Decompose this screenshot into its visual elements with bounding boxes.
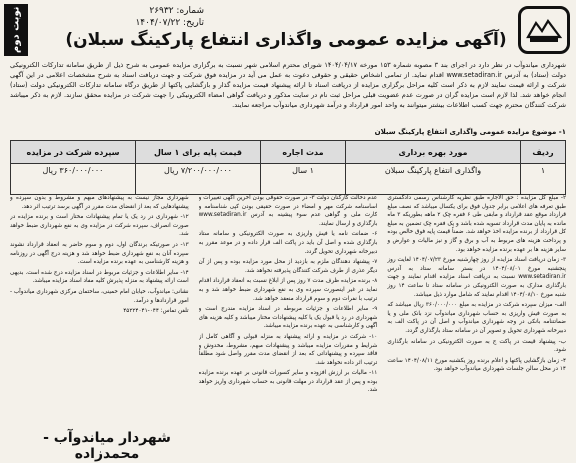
col-deposit: سپرده شرکت در مزایده	[11, 141, 136, 164]
notice-date: تاریخ: ۱۴۰۴/۰۷/۲۲	[135, 18, 204, 28]
notice-title: (آگهی مزایده عمومی واگذاری انتفاع پارکینگ سبلان)	[65, 30, 507, 50]
body-column-middle	[199, 194, 378, 422]
body-paragraph: ۸- برنده مزایده ظرف مدت ۷ روز پس از ابلاغ نسبت به انعقاد قرارداد اقدام نماید در غیر اینصورت سپرده وی به نفع شهرداری ضبط خواهد شد و به ترتیب با نفرات دوم و سوم قرارداد منعقد خواهد شد.	[198, 278, 378, 302]
notice-number: شماره: ۲۶۹۳۲	[149, 6, 204, 16]
body-paragraph: عدم دخالت کارکنان دولت ۳- در صورت حقوقی بودن آخرین آگهی تغییرات و اساسنامه شرکت مهر و امضاء در صورت حقیقی بودن کپی شناسنامه و کارت ملی و گواهی عدم سوء پیشینه به آدرس www.setadiran.ir بارگذاری و ارسال نمایند.	[198, 195, 378, 227]
publication-round-badge: نوبت دوم	[4, 4, 28, 56]
cell-row-number: ۱	[521, 164, 566, 195]
cell-duration: ۱ سال	[261, 164, 346, 195]
body-paragraph: ۱۱- مالیات بر ارزش افزوده و سایر کسورات قانونی بر عهده برنده مزایده بوده و پس از عقد قرارداد در مهلت قانونی به حساب شهرداری واریز خواهد شد.	[198, 370, 378, 394]
logo-emblem-icon	[524, 15, 564, 45]
body-paragraph: نشانی: میاندوآب، خیابان امام خمینی، ساختمان مرکزی شهرداری میاندوآب - امور قراردادها و درآمد.	[9, 288, 189, 304]
table-header-row	[11, 141, 566, 164]
col-row-number: ردیف	[521, 141, 566, 164]
body-paragraph: ۱۲- شهرداری در رد یک یا تمام پیشنهادات مختار است و برنده مزایده در صورت انصراف، سپرده شرکت در مزایده وی به نفع شهرداری ضبط خواهد شد.	[9, 214, 189, 238]
body-column-left	[10, 194, 189, 422]
body-paragraph: تلفن تماس: ۰۴۴-۴۵۲۲۴۰۴۱	[123, 308, 189, 315]
body-columns	[10, 194, 566, 422]
cell-item: واگذاری انتفاع پارکینگ سبلان	[346, 164, 521, 195]
cell-base-price: ۷/۲۰۰/۰۰۰/۰۰۰ ریال	[136, 164, 261, 195]
col-base-price: قیمت پایه برای ۱ سال	[136, 141, 261, 164]
municipality-logo	[518, 6, 570, 54]
cell-deposit: ۳۶۰/۰۰۰/۰۰۰ ریال	[11, 164, 136, 195]
auction-table	[10, 140, 566, 195]
body-paragraph: الف- میزان سپرده شرکت در مزایده به مبلغ ۳۶۰/۰۰۰/۰۰۰ ریال میباشد که به صورت فیش واریزی به حساب شهرداری میاندوآب نزد بانک ملی و یا ضمانتنامه بانکی در وجه شهرداری میاندوآب و اصل آن در پاکت الف به دبیرخانه شهرداری تحویل و تصویر آن در سامانه ستاد بارگذاری گردد.	[387, 302, 566, 334]
body-paragraph: ۲- مبلغ کل مزایده : حق الاجاره طبق نظریه کارشناس رسمی دادگستری طبق تعرفه های اعلامی برابر جدول فوق برای یکسال میباشد که نصف مبلغ قرارداد موقع عقد قرارداد و مابقی طی ۶ فقره چک ۲ ماهه بطوریکه ۳ ماه مانده به پایان مدت قرارداد تسویه شده باشد و یک فقره چک تضمین به مبلغ کل قرارداد از برنده مزایده اخذ خواهد شد. ضمناً قیمت پایه فوق خالص بوده و پرداخت هزینه های مربوط به آب و برق و گاز و نیز مالیات و عوارض و سایر هزینه ها بر عهده برنده مزایده خواهد بود.	[387, 195, 566, 253]
body-paragraph: ۳- زمان دریافت اسناد مزایده از روز چهارشنبه مورخ ۱۴۰۴/۰۷/۲۳ لغایت روز پنجشنبه مورخ ۱۴۰۴/۰۸/۰۱ در بستر سامانه ستاد به آدرس www.setadiran.ir نسبت به دریافت اسناد مزایده اقدام نمایند و جهت بارگذاری مدارک به صورت الکترونیکی در سامانه ستاد تا ساعت ۱۴ روز شنبه مورخ ۱۴۰۴/۰۸/۱۰ اقدام نمایند که شامل موارد ذیل میباشد.	[387, 257, 566, 298]
body-paragraph: ۶- ضمانت نامه یا فیش واریزی به صورت الکترونیکی و سامانه ستاد بارگذاری شده و اصل آن باید در پاکت الف قرار داده و در موعد مقرر به دبیرخانه شهرداری تحویل گردد.	[198, 231, 378, 255]
col-item: مورد بهره برداری	[346, 141, 521, 164]
notice-meta	[64, 5, 204, 29]
signature: شهردار میاندوآب - محمدزاده	[43, 430, 171, 462]
body-paragraph: شهرداری مجاز نیست به پیشنهادهای مبهم و مشروط و بدون سپرده و پیشنهادهایی که بعد از انقضای مدت مقرر در آگهی برسد ترتیب اثر دهد.	[9, 195, 189, 210]
body-paragraph: ۷- پیشنهاد دهندگان ملزم به بازدید از محل مورد مزایده بوده و پس از آن دیگر عذری از طرف شرکت کنندگان پذیرفته نخواهد شد.	[198, 259, 378, 274]
table-row	[11, 164, 566, 195]
col-duration: مدت اجاره	[261, 141, 346, 164]
body-paragraph: ۱۰- شرکت در مزایده و ارائه پیشنهاد به منزله قبولی و آگاهی کامل از شرایط و مقررات مزایده میباشد و پیشنهادات مبهم، مشروط، مخدوش و فاقد سپرده و پیشنهاداتی که بعد از انقضای مدت مقرر واصل شود مطلقاً ترتیب اثر داده نخواهد شد.	[198, 333, 378, 366]
intro-paragraph: شهرداری میاندوآب در نظر دارد در اجرای بند ۳ مصوبه شماره ۱۵۳ مورخه ۱۴۰۴/۰۴/۱۷ شورای محترم اسلامی شهر نسبت به برگزاری مزایده عمومی به شرح ذیل از طریق سامانه تدارکات الکترونیکی دولت (ستاد) به آدرس www.setadiran.ir اقدام نماید. از تمامی اشخاص حقیقی و حقوقی دعوت به عمل می آید در مزایده فوق شرکت و جهت دریافت اسناد به شرح مشخصات اعلامی در این آگهی شرکت و ارائه قیمت نمایند لازم به ذکر است کلیه مراحل برگزاری مزایده از دریافت اسناد تا ارائه پیشنهاد قیمت مزایده گذار و بازگشایی پاکتها از طریق درگاه سامانه تدارکات الکترونیکی دولت (ستاد) انجام خواهد شد. لذا لازم است مزایده گران در صورت عدم عضویت قبلی مراحل ثبت نام در سایت مذکور و دریافت گواهی امضاء الکترونیکی را جهت شرکت در مزایده محقق سازند. لازم به ذکر میباشد شرکت کنندگان محترم جهت کسب اطلاعات بیشتر میتوانند به واحد امور قرارداد و درآمد شهرداری میاندوآب مراجعه نمایند.	[10, 61, 566, 109]
body-paragraph: ۱۴- سایر اطلاعات و جزئیات مربوط در اسناد مزایده درج شده است. بدیهی است ارائه پیشنهاد به منزله پذیرش کلیه مفاد اسناد مزایده میباشد.	[9, 269, 189, 285]
body-column-right	[387, 194, 566, 422]
section-subheading: ۱- موضوع مزایده عمومی واگذاری انتفاع پارکینگ سبلان	[374, 128, 566, 136]
body-paragraph: ۹- سایر اطلاعات و جزئیات مربوطه در اسناد مزایده مندرج است و شهرداری در رد یا قبول یک یا کلیه پیشنهادات مختار میباشد و کلیه هزینه های آگهی و کارشناسی به عهده برنده مزایده میباشد.	[198, 306, 378, 330]
body-paragraph: ب- پیشنهاد قیمت در پاکت ج به صورت الکترونیکی در سامانه بارگذاری شود.	[387, 338, 566, 354]
body-paragraph: ۴- زمان بازگشایی پاکتها و اعلام برنده روز یکشنبه مورخ ۱۴۰۴/۰۸/۱۱ ساعت ۱۴ در محل سالن جلسات شهرداری میاندوآب خواهد بود.	[387, 357, 566, 373]
body-paragraph: ۱۳- در صورتیکه برندگان اول، دوم و سوم حاضر به انعقاد قرارداد نشوند سپرده آنان به نفع شهرداری ضبط خواهد شد و هزینه درج آگهی در روزنامه و هزینه کارشناسی به عهده برنده مزایده است.	[9, 241, 189, 266]
